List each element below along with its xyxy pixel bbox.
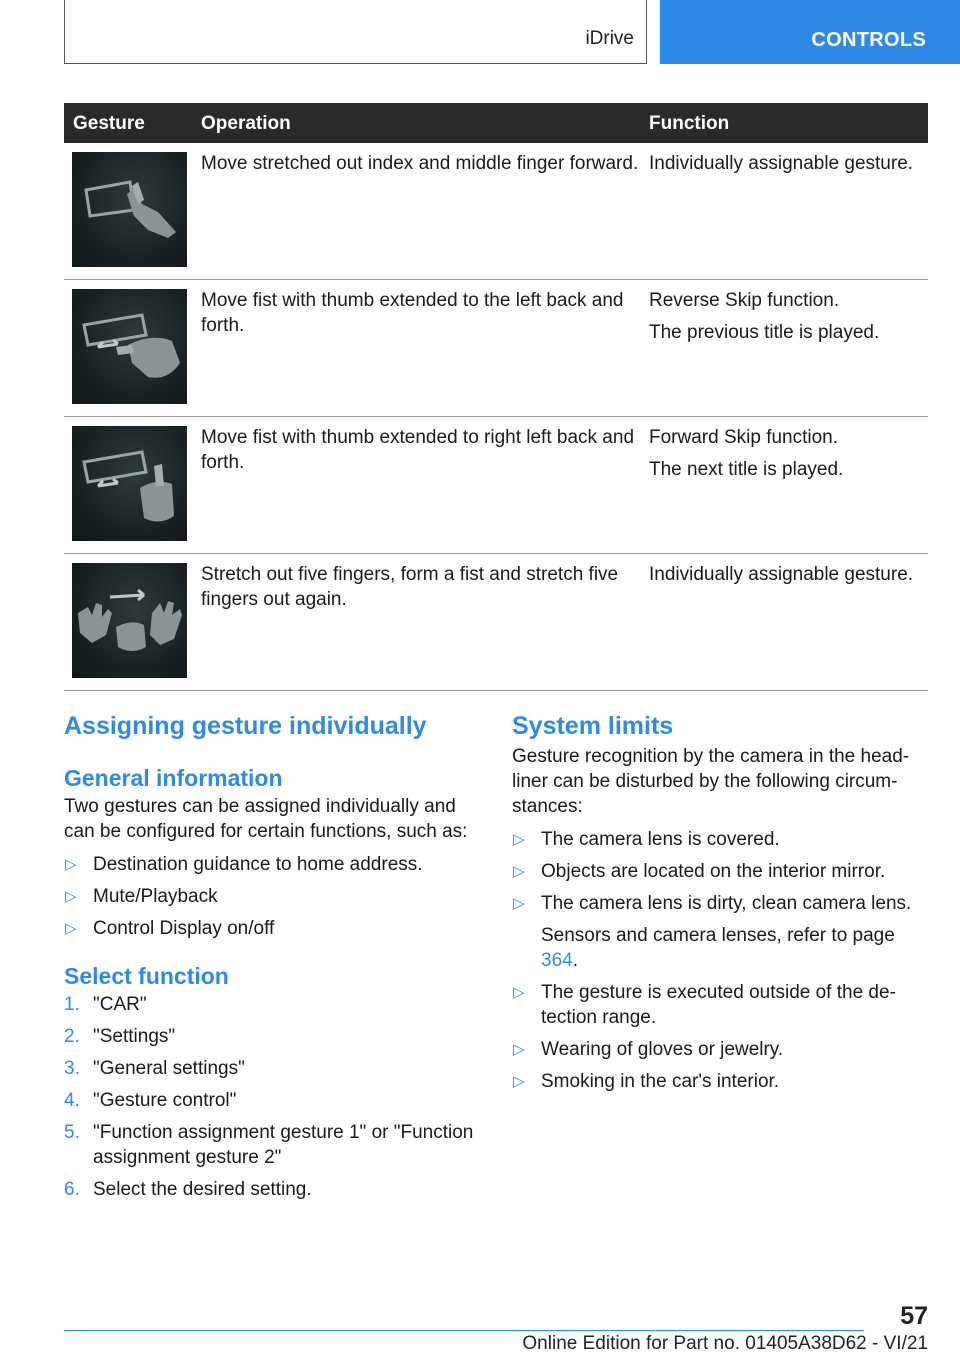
function-text: Individually assignable gesture.	[649, 153, 914, 174]
triangle-right-outline-icon: ▷	[513, 895, 525, 912]
function-text: Reverse Skip function.	[649, 290, 840, 311]
function-text: Forward Skip function.	[649, 427, 839, 448]
function-cell	[649, 151, 924, 183]
triangle-right-outline-icon: ▷	[65, 888, 77, 905]
chapter-title: CONTROLS	[811, 29, 926, 51]
function-text: The previous title is played.	[649, 322, 880, 343]
subsection-heading: Select function	[64, 963, 229, 989]
table-row	[64, 554, 928, 691]
triangle-right-outline-icon: ▷	[65, 856, 77, 873]
list-item: ▷ Mute/Playback	[65, 886, 218, 907]
list-item: ▷ Objects are located on the interior mirror.	[513, 861, 886, 882]
system-limits-text: Gesture recognition by the camera in the headliner can be disturbed by the following circumstances:	[512, 746, 910, 817]
steps-list	[64, 992, 484, 1202]
operation-text: Move fist with thumb extended to right left back and forth.	[201, 427, 635, 473]
triangle-right-outline-icon: ▷	[513, 863, 525, 880]
gesture-fist-thumb-right-image	[72, 426, 187, 541]
column-header-gesture: Gesture	[73, 113, 145, 134]
function-text: The next title is played.	[649, 459, 844, 480]
limits-list	[512, 827, 928, 1094]
reference-note: Sensors and camera lenses, refer to page 364.	[541, 925, 895, 971]
operation-text: Move fist with thumb extended to the left back and forth.	[201, 290, 624, 336]
column-header-function: Function	[649, 113, 730, 134]
list-item: ▷ The gesture is executed outside of the detection range.	[513, 982, 896, 1028]
table-row	[64, 143, 928, 280]
function-list	[64, 852, 484, 941]
triangle-right-outline-icon: ▷	[513, 1073, 525, 1090]
system-limits-section	[512, 708, 928, 1094]
chapter-tab[interactable]	[660, 0, 960, 64]
table-row	[64, 417, 928, 554]
step-item: 5. "Function assignment gesture 1" or "Function assignment gesture 2"	[64, 1122, 474, 1168]
table-header	[64, 103, 928, 143]
step-item: 1. "CAR"	[64, 994, 147, 1015]
footer-edition: Online Edition for Part no. 01405A38D62 - VI/21	[522, 1333, 928, 1354]
function-cell	[649, 425, 924, 489]
page-number: 57	[900, 1302, 928, 1330]
page-link[interactable]: 364	[541, 950, 573, 971]
section-title: iDrive	[585, 28, 634, 49]
gesture-five-fingers-fist-image	[72, 563, 187, 678]
step-item: 3. "General settings"	[64, 1058, 245, 1079]
column-header-operation: Operation	[201, 113, 291, 134]
step-item: 2. "Settings"	[64, 1026, 176, 1047]
assigning-gesture-section	[64, 708, 484, 1202]
list-item: ▷ The camera lens is dirty, clean camera lens. Sensors and camera lenses, refer to page 364.	[512, 891, 928, 973]
gesture-table	[64, 103, 928, 691]
operation-text: Move stretched out index and middle finger forward.	[201, 153, 639, 174]
gesture-fist-thumb-left-image	[72, 289, 187, 404]
table-row	[64, 280, 928, 417]
triangle-right-outline-icon: ▷	[513, 984, 525, 1001]
function-cell	[649, 288, 924, 352]
section-heading: System limits	[512, 712, 674, 740]
triangle-right-outline-icon: ▷	[513, 1041, 525, 1058]
triangle-right-outline-icon: ▷	[65, 920, 77, 937]
general-information-text: Two gestures can be assigned individually and can be configured for certain functions, such as:	[64, 796, 468, 842]
step-item: 6. Select the desired setting.	[64, 1179, 312, 1200]
list-item: ▷ Wearing of gloves or jewelry.	[513, 1039, 784, 1060]
list-item: ▷ Control Display on/off	[65, 918, 275, 939]
function-cell	[649, 562, 924, 594]
operation-text: Stretch out five fingers, form a fist and stretch five fingers out again.	[201, 564, 619, 610]
header-section-box	[64, 0, 647, 64]
function-text: Individually assignable gesture.	[649, 564, 914, 585]
footer-divider	[64, 1330, 864, 1331]
step-item: 4. "Gesture control"	[64, 1090, 237, 1111]
section-heading: Assigning gesture individually	[64, 712, 427, 740]
list-item: ▷ Destination guidance to home address.	[65, 854, 423, 875]
triangle-right-outline-icon: ▷	[513, 831, 525, 848]
gesture-two-finger-forward-image	[72, 152, 187, 267]
list-item: ▷ The camera lens is covered.	[513, 829, 780, 850]
list-item: ▷ Smoking in the car's interior.	[513, 1071, 780, 1092]
subsection-heading: General information	[64, 765, 283, 791]
